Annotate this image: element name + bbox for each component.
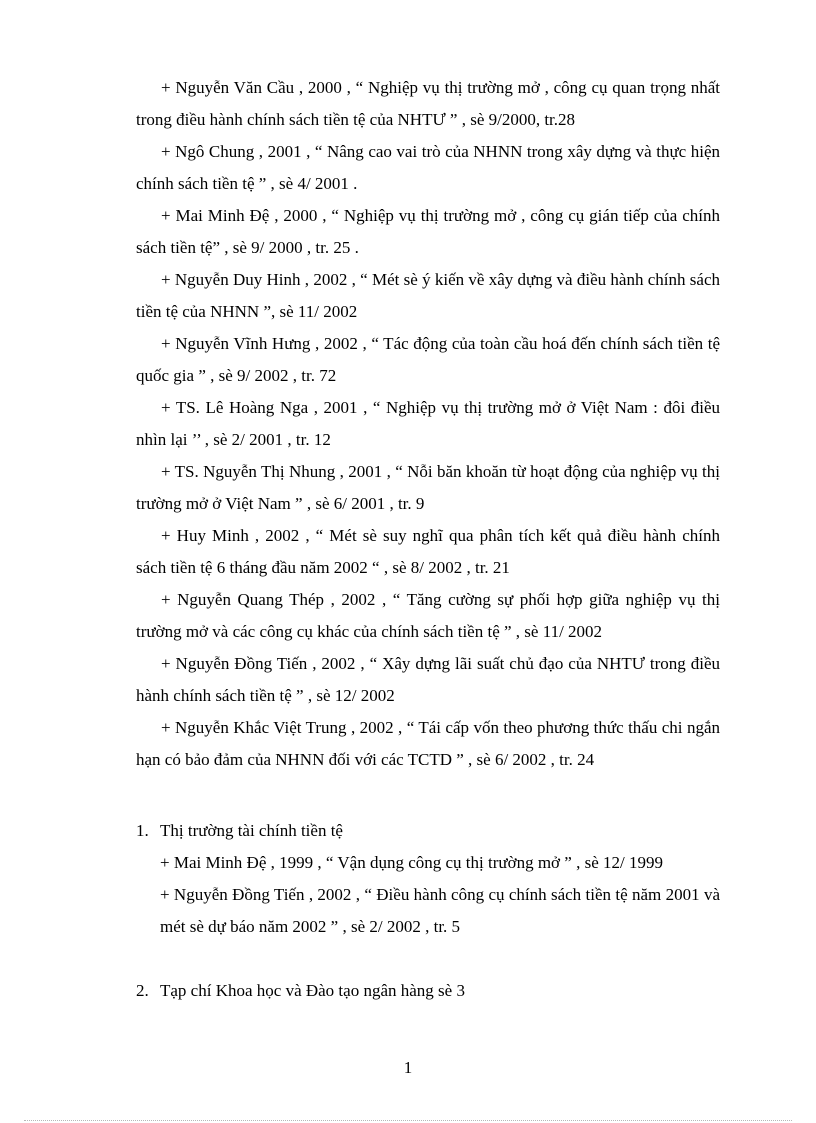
section-title: Tạp chí Khoa học và Đào tạo ngân hàng sè 3 bbox=[160, 981, 465, 1000]
reference-entry: + Huy Minh , 2002 , “ Mét sè suy nghĩ qua phân tích kết quả điều hành chính sách tiền tệ 6 tháng đầu năm 2002 “ , sè 8/ 2002 , tr. 21 bbox=[136, 526, 720, 577]
reference-entry: + TS. Lê Hoàng Nga , 2001 , “ Nghiệp vụ thị trường mở ở Việt Nam : đôi điều nhìn lại ’’ , sè 2/ 2001 , tr. 12 bbox=[136, 398, 720, 449]
reference-list bbox=[136, 72, 720, 776]
section-number: 1. bbox=[136, 821, 149, 840]
page-bottom-divider bbox=[24, 1120, 792, 1121]
reference-entry: + Mai Minh Đệ , 1999 , “ Vận dụng công cụ thị trường mở ” , sè 12/ 1999 bbox=[160, 853, 663, 872]
reference-entry: + Ngô Chung , 2001 , “ Nâng cao vai trò của NHNN trong xây dựng và thực hiện chính sách tiền tệ ” , sè 4/ 2001 . bbox=[136, 142, 720, 193]
page-number: 1 bbox=[403, 1058, 413, 1077]
reference-entry: + Nguyễn Đồng Tiến , 2002 , “ Xây dựng lãi suất chủ đạo của NHTƯ trong điều hành chính sách tiền tệ ” , sè 12/ 2002 bbox=[136, 654, 720, 705]
section-1-reference-list bbox=[160, 847, 720, 943]
reference-entry: + Nguyễn Khắc Việt Trung , 2002 , “ Tái cấp vốn theo phương thức thấu chi ngắn hạn có bảo đảm của NHNN đối với các TCTD ” , sè 6/ 2002 , tr. 24 bbox=[136, 718, 720, 769]
reference-entry: + Nguyễn Quang Thép , 2002 , “ Tăng cường sự phối hợp giữa nghiệp vụ thị trường mở và các công cụ khác của chính sách tiền tệ ” , sè 11/ 2002 bbox=[136, 590, 720, 641]
reference-entry: + Mai Minh Đệ , 2000 , “ Nghiệp vụ thị trường mở , công cụ gián tiếp của chính sách tiền tệ” , sè 9/ 2000 , tr. 25 . bbox=[136, 206, 720, 257]
reference-entry: + Nguyễn Duy Hinh , 2002 , “ Mét sè ý kiến về xây dựng và điều hành chính sách tiền tệ của NHNN ”, sè 11/ 2002 bbox=[136, 270, 720, 321]
reference-entry: + Nguyễn Vĩnh Hưng , 2002 , “ Tác động của toàn cầu hoá đến chính sách tiền tệ quốc gia ” , sè 9/ 2002 , tr. 72 bbox=[136, 334, 720, 385]
reference-entry: + Nguyễn Văn Cầu , 2000 , “ Nghiệp vụ thị trường mở , công cụ quan trọng nhất trong điều hành chính sách tiền tệ của NHTƯ ” , sè 9/2000, tr.28 bbox=[136, 78, 720, 129]
section-title: Thị trường tài chính tiền tệ bbox=[160, 821, 343, 840]
reference-entry: + Nguyễn Đồng Tiến , 2002 , “ Điều hành công cụ chính sách tiền tệ năm 2001 và mét sè dự báo năm 2002 ” , sè 2/ 2002 , tr. 5 bbox=[160, 885, 720, 936]
section-number: 2. bbox=[136, 981, 149, 1000]
reference-entry: + TS. Nguyễn Thị Nhung , 2001 , “ Nỗi băn khoăn từ hoạt động của nghiệp vụ thị trường mở ở Việt Nam ” , sè 6/ 2001 , tr. 9 bbox=[136, 462, 720, 513]
